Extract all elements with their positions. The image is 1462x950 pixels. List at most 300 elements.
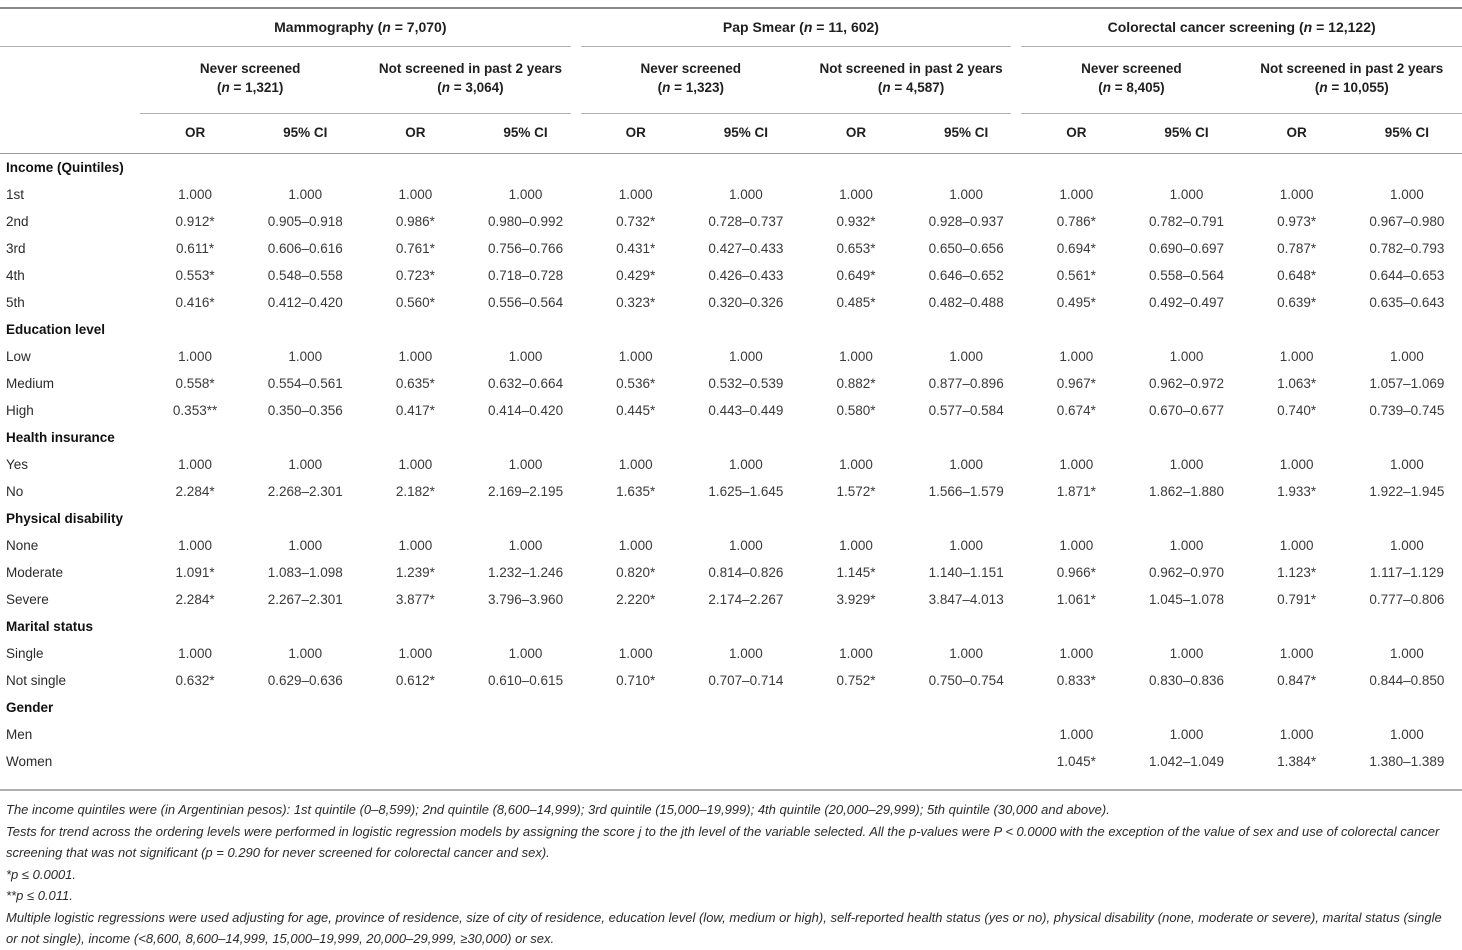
or-value: 1.061*	[1056, 592, 1096, 607]
or-value: 1.000	[1059, 187, 1094, 202]
or-value: 0.649*	[836, 268, 876, 283]
or-value: 0.611*	[176, 241, 215, 256]
footnote-p-single-asterisk: *p ≤ 0.0001.	[6, 866, 77, 882]
ci-value: 1.625–1.645	[708, 484, 784, 499]
group-header-row	[0, 8, 1462, 46]
n-symbol: n	[441, 80, 450, 95]
group-title-mammography	[140, 8, 581, 46]
row-label: 4th	[6, 268, 25, 283]
ci-value: 0.635–0.643	[1369, 295, 1445, 310]
ci-column-header: 95% CI	[691, 114, 801, 154]
row-label: 1st	[6, 187, 25, 202]
ci-value	[691, 748, 801, 775]
ci-value: 0.728–0.737	[708, 214, 784, 229]
ci-value: 3.796–3.960	[488, 592, 564, 607]
ci-value: 1.000	[949, 457, 984, 472]
or-value	[581, 748, 691, 775]
ci-value: 0.962–0.972	[1148, 376, 1225, 391]
or-value: 0.561*	[1056, 268, 1096, 283]
section-label: Income (Quintiles)	[6, 160, 124, 175]
or-value: 0.932*	[836, 214, 876, 229]
ci-value	[470, 748, 580, 775]
ci-value: 1.140–1.151	[928, 565, 1004, 580]
row-label: 3rd	[6, 241, 26, 256]
ci-value: 0.718–0.728	[488, 268, 564, 283]
ci-column-header: 95% CI	[911, 114, 1021, 154]
ci-value: 0.558–0.564	[1148, 268, 1225, 283]
ci-value: 1.380–1.389	[1369, 754, 1445, 769]
or-value: 1.871*	[1056, 484, 1096, 499]
subgroup-label: Never screened	[1081, 61, 1182, 76]
n-count: = 7,070)	[390, 19, 447, 35]
ci-value: 1.000	[1169, 538, 1204, 553]
ci-value: 0.650–0.656	[928, 241, 1004, 256]
ci-value	[250, 721, 360, 748]
or-value: 0.882*	[836, 376, 876, 391]
table-row	[0, 343, 1462, 370]
or-value: 0.445*	[616, 403, 656, 418]
ci-value: 1.000	[728, 646, 763, 661]
row-label: 5th	[6, 295, 25, 310]
or-value: 1.000	[178, 349, 212, 364]
ci-value: 0.606–0.616	[267, 241, 343, 256]
ci-value: 1.000	[288, 457, 323, 472]
subgroup-label: Never screened	[199, 61, 301, 76]
ci-value: 3.847–4.013	[928, 592, 1004, 607]
ci-value: 1.232–1.246	[488, 565, 564, 580]
ci-value: 0.492–0.497	[1148, 295, 1225, 310]
or-value: 0.791*	[1277, 592, 1317, 607]
row-label: No	[6, 484, 24, 499]
or-value: 0.694*	[1056, 241, 1096, 256]
subgroup-pap-never	[581, 47, 801, 113]
table-row	[0, 748, 1462, 775]
or-value: 0.639*	[1277, 295, 1317, 310]
or-value: 1.000	[178, 457, 212, 472]
or-value: 1.000	[839, 187, 873, 202]
or-value: 0.752*	[836, 673, 876, 688]
ci-value: 1.000	[1169, 727, 1204, 742]
or-value: 1.933*	[1277, 484, 1317, 499]
table-row	[0, 235, 1462, 262]
or-value: 0.847*	[1277, 673, 1317, 688]
table-row	[0, 721, 1462, 748]
or-value: 0.431*	[616, 241, 656, 256]
ci-value: 0.644–0.653	[1369, 268, 1445, 283]
or-value: 2.182*	[395, 484, 435, 499]
or-value: 1.000	[1059, 457, 1094, 472]
stub-cell	[0, 47, 140, 113]
row-label: Men	[6, 727, 33, 742]
or-value: 1.000	[618, 457, 653, 472]
or-column-header: OR	[581, 114, 691, 154]
group-title-pap-smear	[581, 8, 1022, 46]
table-row	[0, 640, 1462, 667]
or-value: 1.635*	[616, 484, 656, 499]
ci-value: 0.350–0.356	[267, 403, 343, 418]
ci-value: 0.427–0.433	[708, 241, 784, 256]
or-value: 0.761*	[395, 241, 435, 256]
or-value: 1.000	[1279, 457, 1314, 472]
ci-value: 0.690–0.697	[1148, 241, 1225, 256]
ci-value	[250, 748, 360, 775]
ci-value: 1.000	[728, 538, 763, 553]
row-label: Low	[6, 349, 31, 364]
ci-value: 0.577–0.584	[928, 403, 1004, 418]
or-value: 0.612*	[395, 673, 435, 688]
ci-value: 1.000	[508, 457, 543, 472]
or-value	[140, 721, 250, 748]
table-row	[0, 532, 1462, 559]
or-value: 0.973*	[1277, 214, 1317, 229]
or-value: 1.145*	[836, 565, 876, 580]
or-value: 0.429*	[616, 268, 656, 283]
or-value: 0.674*	[1056, 403, 1096, 418]
subgroup-label: Not screened in past 2 years	[819, 61, 1003, 76]
screening-odds-ratio-table	[0, 7, 1462, 775]
table-row	[0, 586, 1462, 613]
subgroup-n: (n = 1,321)	[216, 80, 284, 95]
ci-value: 0.412–0.420	[267, 295, 343, 310]
or-value: 1.000	[1059, 538, 1094, 553]
ci-value: 0.532–0.539	[708, 376, 784, 391]
ci-value: 1.000	[1169, 646, 1204, 661]
ci-value: 0.962–0.970	[1148, 565, 1225, 580]
or-value: 0.912*	[175, 214, 215, 229]
ci-value: 1.000	[949, 646, 984, 661]
ci-value: 0.670–0.677	[1148, 403, 1225, 418]
ci-value: 0.830–0.836	[1148, 673, 1225, 688]
table-row	[0, 397, 1462, 424]
ci-value: 1.000	[508, 349, 543, 364]
section-row	[0, 316, 1462, 343]
ci-value: 1.566–1.579	[928, 484, 1004, 499]
subgroup-label: Not screened in past 2 years	[378, 61, 563, 76]
or-value: 0.536*	[616, 376, 656, 391]
or-value: 0.833*	[1056, 673, 1096, 688]
or-value: 1.000	[178, 538, 212, 553]
ci-value: 0.556–0.564	[488, 295, 564, 310]
ci-value: 1.000	[1389, 727, 1424, 742]
ci-value	[911, 721, 1021, 748]
or-value: 0.648*	[1277, 268, 1317, 283]
table-row	[0, 289, 1462, 316]
ci-value: 0.782–0.793	[1369, 241, 1445, 256]
footnote-p-double-asterisk: **p ≤ 0.011.	[6, 888, 73, 903]
ci-value: 1.000	[1389, 349, 1424, 364]
or-value: 0.417*	[395, 403, 435, 418]
ci-value: 1.000	[949, 538, 984, 553]
ci-value: 1.000	[949, 349, 984, 364]
or-value: 0.986*	[395, 214, 435, 229]
group-title-text: Mammography (	[274, 19, 383, 35]
ci-value: 1.922–1.945	[1369, 484, 1445, 499]
section-row	[0, 613, 1462, 640]
or-value: 1.239*	[395, 565, 435, 580]
ci-value: 2.268–2.301	[267, 484, 343, 499]
or-value: 1.000	[839, 538, 873, 553]
section-row	[0, 694, 1462, 721]
ci-value: 1.117–1.129	[1369, 565, 1444, 580]
ci-value: 0.554–0.561	[267, 376, 343, 391]
or-value: 2.284*	[175, 484, 215, 499]
ci-value: 0.548–0.558	[267, 268, 343, 283]
ci-value: 1.000	[1169, 457, 1204, 472]
ci-value: 2.169–2.195	[488, 484, 564, 499]
ci-value: 0.814–0.826	[708, 565, 784, 580]
section-row	[0, 154, 1462, 182]
footnotes	[0, 789, 1462, 950]
n-symbol: n	[1319, 80, 1328, 95]
or-value: 1.045*	[1056, 754, 1096, 769]
footnote-income-quintiles: The income quintiles were (in Argentinian pesos): 1st quintile (0–8,599); 2nd quintile (8,600–14,999); 3rd quintile (15,000–19,999); 4th quintile (20,000–29,999); 5th quintile (30,000 and above).	[6, 802, 1110, 817]
or-value: 1.000	[1279, 646, 1314, 661]
or-value: 0.416*	[175, 295, 215, 310]
or-value: 1.000	[618, 538, 653, 553]
or-value: 1.000	[398, 538, 433, 553]
stub-cell	[0, 114, 140, 154]
or-value: 0.553*	[175, 268, 215, 283]
ci-value	[691, 721, 801, 748]
or-value	[801, 721, 911, 748]
or-value: 1.000	[398, 349, 433, 364]
ci-value: 1.042–1.049	[1148, 754, 1225, 769]
or-value	[581, 721, 691, 748]
or-value: 0.653*	[836, 241, 876, 256]
table-row	[0, 370, 1462, 397]
ci-column-header: 95% CI	[1352, 114, 1462, 154]
subgroup-n: (n = 1,323)	[657, 80, 724, 95]
or-value: 1.000	[1059, 349, 1094, 364]
or-value: 1.000	[1279, 187, 1314, 202]
ci-value: 0.426–0.433	[708, 268, 784, 283]
row-label: Women	[6, 754, 53, 769]
ci-value: 0.967–0.980	[1369, 214, 1445, 229]
or-value: 0.580*	[836, 403, 876, 418]
ci-value: 0.629–0.636	[267, 673, 343, 688]
or-value: 0.485*	[836, 295, 876, 310]
row-label: High	[6, 403, 34, 418]
ci-column-header: 95% CI	[250, 114, 360, 154]
or-value: 2.220*	[616, 592, 656, 607]
ci-value: 2.267–2.301	[267, 592, 343, 607]
ci-value: 0.320–0.326	[708, 295, 784, 310]
n-symbol: n	[803, 19, 813, 35]
row-label: None	[6, 538, 39, 553]
ci-value: 2.174–2.267	[708, 592, 784, 607]
ci-value: 0.782–0.791	[1148, 214, 1225, 229]
or-value: 1.000	[618, 349, 653, 364]
ci-column-header: 95% CI	[470, 114, 580, 154]
ci-column-header: 95% CI	[1131, 114, 1241, 154]
subgroup-n: (n = 10,055)	[1314, 80, 1389, 95]
or-value: 0.732*	[616, 214, 656, 229]
row-label: Not single	[6, 673, 67, 688]
subgroup-mammography-past2	[360, 47, 580, 113]
or-value: 0.723*	[395, 268, 435, 283]
group-title-text: Colorectal cancer screening (	[1107, 19, 1304, 35]
section-label: Gender	[6, 700, 54, 715]
ci-value: 0.756–0.766	[488, 241, 564, 256]
or-column-header: OR	[801, 114, 911, 154]
or-value: 0.632*	[175, 673, 215, 688]
ci-value: 1.000	[508, 646, 543, 661]
row-label: Severe	[6, 592, 49, 607]
footnote-trend-tests: Tests for trend across the ordering levels were performed in logistic regression models by assigning the score j to the jth level of the variable selected. All the p-values were P < 0.0000 with the exception of the value of sex and use of colorectal cancer screening that was not significant (p = 0.290 for never screened for colorectal cancer and sex).	[6, 823, 1440, 860]
n-symbol: n	[662, 80, 671, 95]
n-symbol: n	[882, 80, 891, 95]
table-row	[0, 181, 1462, 208]
n-symbol: n	[1303, 19, 1313, 35]
ci-value: 1.000	[949, 187, 984, 202]
or-value: 1.000	[1059, 727, 1094, 742]
or-column-header: OR	[360, 114, 470, 154]
row-label: Yes	[6, 457, 29, 472]
n-symbol: n	[221, 80, 230, 95]
or-value: 1.000	[1279, 538, 1314, 553]
or-value: 0.558*	[175, 376, 215, 391]
or-column-header: OR	[140, 114, 250, 154]
ci-value: 1.000	[728, 457, 763, 472]
or-value: 1.000	[1059, 646, 1094, 661]
ci-value: 1.000	[288, 538, 323, 553]
ci-value: 0.610–0.615	[488, 673, 564, 688]
or-value: 2.284*	[175, 592, 215, 607]
or-value	[360, 721, 470, 748]
ci-value: 1.083–1.098	[267, 565, 343, 580]
or-value: 1.000	[398, 457, 433, 472]
or-value: 1.123*	[1277, 565, 1317, 580]
section-row	[0, 505, 1462, 532]
or-value: 1.000	[398, 187, 433, 202]
stub-cell	[0, 8, 140, 46]
or-value	[801, 748, 911, 775]
ci-value: 1.000	[288, 646, 323, 661]
or-value: 1.000	[1279, 349, 1314, 364]
or-value: 3.877*	[395, 592, 435, 607]
ci-value: 0.905–0.918	[267, 214, 343, 229]
ci-value: 0.443–0.449	[708, 403, 784, 418]
or-value: 0.635*	[395, 376, 435, 391]
footnote-adjustments: Multiple logistic regressions were used adjusting for age, province of residence, size of city of residence, education level (low, medium or high), self-reported health status (yes or no), physical disability (none, moderate or severe), marital status (single or not single), income (<8,600, 8,600–14,999, 15,000–19,999, 20,000–29,999, ≥30,000) or sex.	[6, 909, 1442, 946]
subgroup-n: (n = 3,064)	[437, 80, 504, 95]
row-label: Single	[6, 646, 44, 661]
subgroup-n: (n = 4,587)	[877, 80, 945, 95]
or-column-header: OR	[1242, 114, 1352, 154]
ci-value: 1.000	[728, 349, 763, 364]
ci-value: 0.739–0.745	[1369, 403, 1445, 418]
row-label: 2nd	[6, 214, 29, 229]
ci-value: 1.000	[288, 187, 323, 202]
or-value: 0.323*	[616, 295, 656, 310]
ci-value: 0.928–0.937	[928, 214, 1004, 229]
ci-value: 0.877–0.896	[928, 376, 1004, 391]
or-value: 0.820*	[616, 565, 656, 580]
subgroup-header-row	[0, 47, 1462, 113]
ci-value: 1.000	[288, 349, 323, 364]
ci-value	[911, 748, 1021, 775]
or-ci-header-row	[0, 114, 1462, 154]
row-label: Medium	[6, 376, 55, 391]
ci-value: 1.057–1.069	[1369, 376, 1445, 391]
table-row	[0, 559, 1462, 586]
ci-value: 0.844–0.850	[1369, 673, 1445, 688]
ci-value: 1.045–1.078	[1148, 592, 1225, 607]
or-value: 3.929*	[836, 592, 876, 607]
ci-value: 0.750–0.754	[928, 673, 1004, 688]
subgroup-colorectal-past2	[1242, 47, 1462, 113]
or-value: 1.091*	[175, 565, 215, 580]
ci-value: 0.980–0.992	[488, 214, 564, 229]
or-value: 0.787*	[1277, 241, 1317, 256]
table-row	[0, 262, 1462, 289]
or-value: 0.710*	[616, 673, 656, 688]
ci-value: 0.646–0.652	[928, 268, 1004, 283]
or-value: 1.384*	[1277, 754, 1317, 769]
or-value	[140, 748, 250, 775]
or-value: 0.560*	[395, 295, 435, 310]
or-value: 1.000	[398, 646, 433, 661]
section-label: Physical disability	[6, 511, 124, 526]
or-value: 0.495*	[1056, 295, 1096, 310]
ci-value: 1.862–1.880	[1148, 484, 1225, 499]
group-title-text: Pap Smear (	[722, 19, 804, 35]
or-value: 1.572*	[836, 484, 876, 499]
ci-value	[470, 721, 580, 748]
ci-value: 1.000	[1389, 187, 1424, 202]
or-value: 0.353**	[172, 403, 218, 418]
or-value: 1.000	[178, 646, 212, 661]
table-row	[0, 667, 1462, 694]
or-value: 1.000	[618, 187, 653, 202]
subgroup-n: (n = 8,405)	[1098, 80, 1165, 95]
or-value	[360, 748, 470, 775]
section-label: Health insurance	[6, 430, 115, 445]
n-symbol: n	[1102, 80, 1111, 95]
ci-value: 1.000	[1389, 646, 1424, 661]
or-value: 1.000	[839, 349, 873, 364]
ci-value: 1.000	[1389, 457, 1424, 472]
or-value: 1.000	[839, 646, 873, 661]
ci-value: 0.777–0.806	[1369, 592, 1445, 607]
ci-value: 1.000	[1169, 349, 1204, 364]
or-value: 1.000	[618, 646, 653, 661]
or-value: 1.000	[839, 457, 873, 472]
or-value: 1.000	[1279, 727, 1314, 742]
n-symbol: n	[382, 19, 391, 35]
or-value: 0.740*	[1277, 403, 1317, 418]
ci-value: 1.000	[508, 187, 543, 202]
or-value: 0.966*	[1056, 565, 1096, 580]
ci-value: 0.707–0.714	[708, 673, 784, 688]
ci-value: 1.000	[1169, 187, 1204, 202]
n-count: = 11, 602)	[812, 19, 879, 35]
table-row	[0, 451, 1462, 478]
table-row	[0, 208, 1462, 235]
subgroup-label: Not screened in past 2 years	[1260, 61, 1444, 76]
or-value: 0.786*	[1056, 214, 1096, 229]
ci-value: 0.482–0.488	[928, 295, 1004, 310]
ci-value: 1.000	[1389, 538, 1424, 553]
section-label: Education level	[6, 322, 106, 337]
or-value: 0.967*	[1056, 376, 1096, 391]
table-row	[0, 478, 1462, 505]
or-value: 1.000	[178, 187, 212, 202]
or-column-header: OR	[1021, 114, 1131, 154]
subgroup-colorectal-never	[1021, 47, 1241, 113]
group-title-colorectal	[1021, 8, 1462, 46]
subgroup-pap-past2	[801, 47, 1021, 113]
